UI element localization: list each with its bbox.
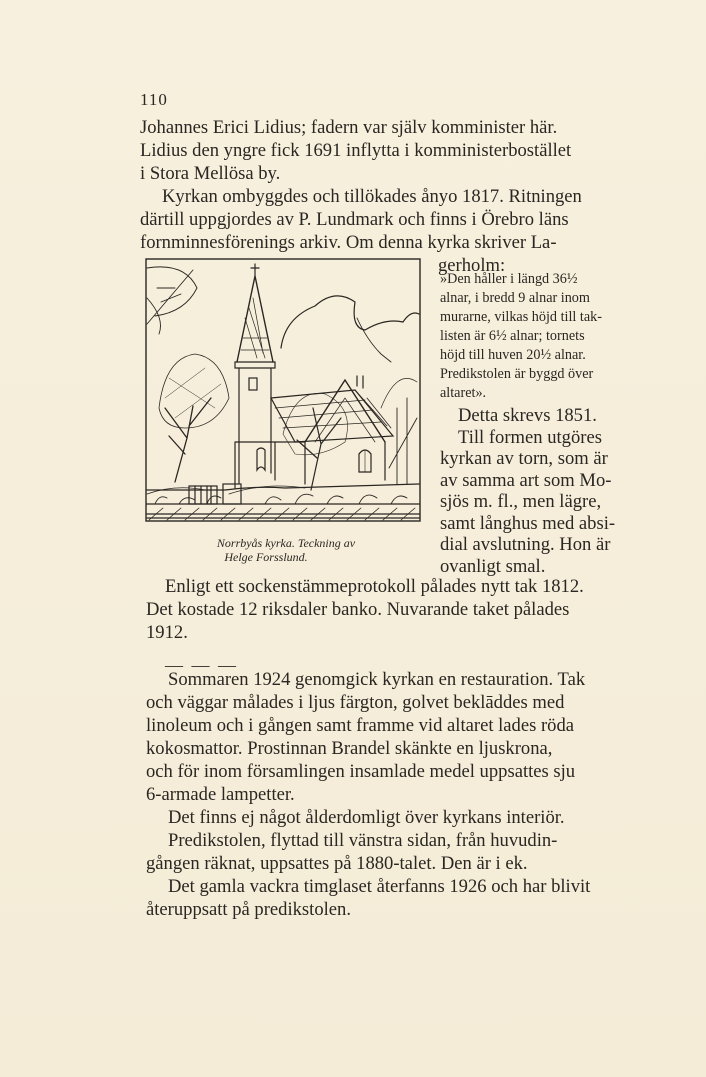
para4-line-1: Sommaren 1924 genomgick kyrkan en restauration. Tak xyxy=(168,669,586,690)
para4-line-6: 6-armade lampetter. xyxy=(146,784,295,805)
quote-line-7: altaret». xyxy=(440,385,487,401)
page-number: 110 xyxy=(140,90,168,109)
quote-line-2: alnar, i bredd 9 alnar inom xyxy=(440,290,590,306)
side-line-6: samt långhus med absi- xyxy=(440,513,616,534)
quote-line-5: höjd till huven 20½ alnar. xyxy=(440,347,586,363)
para5-line-1: Det finns ej något ålderdomligt över kyrkans interiör. xyxy=(168,807,565,828)
para1-line-1: Johannes Erici Lidius; fadern var själv komminister här. xyxy=(140,117,558,138)
gerholm-line: gerholm: xyxy=(438,255,506,276)
para4-line-5: och för inom församlingen insamlade medel uppsattes sju xyxy=(146,761,576,782)
para5-line-5: återuppsatt på predikstolen. xyxy=(146,899,351,920)
para3-line-2: Det kostade 12 riksdaler banko. Nuvarande taket pålades xyxy=(146,599,570,620)
para2-line-3: fornminnesförenings arkiv. Om denna kyrka skriver La- xyxy=(140,232,557,253)
side-line-5: sjös m. fl., men lägre, xyxy=(440,491,602,512)
caption-line-1: Norrbyås kyrka. Teckning av xyxy=(216,536,356,550)
side-line-7: dial avslutning. Hon är xyxy=(440,534,611,555)
side-line-3: kyrkan av torn, som är xyxy=(440,448,608,469)
caption-line-2: Helge Forsslund. xyxy=(224,550,308,564)
side-line-4: av samma art som Mo- xyxy=(440,470,612,491)
para2-line-1: Kyrkan ombyggdes och tillökades ånyo 1817. Ritningen xyxy=(162,186,582,207)
para3-line-1: Enligt ett sockenstämmeprotokoll pålades nytt tak 1812. xyxy=(165,576,584,597)
para4-line-3: linoleum och i gången samt framme vid altaret lades röda xyxy=(146,715,575,736)
para4-line-4: kokosmattor. Prostinnan Brandel skänkte en ljuskrona, xyxy=(146,738,553,759)
quote-line-6: Predikstolen är byggd över xyxy=(440,366,594,382)
para5-line-4: Det gamla vackra timglaset återfanns 1926 och har blivit xyxy=(168,876,591,897)
side-line-8: ovanligt smal. xyxy=(440,556,546,577)
para3-line-3: 1912. xyxy=(146,622,188,643)
para5-line-3: gången räknat, uppsattes på 1880-talet. Den är i ek. xyxy=(146,853,528,874)
section-separator: — — — xyxy=(165,655,238,675)
para1-line-3: i Stora Mellösa by. xyxy=(140,163,281,184)
side-line-1: Detta skrevs 1851. xyxy=(458,405,597,426)
para2-line-2: därtill uppgjordes av P. Lundmark och finns i Örebro läns xyxy=(140,209,569,230)
para4-line-2: och väggar målades i ljus färgton, golvet beklāddes med xyxy=(146,692,565,713)
quote-line-1: »Den håller i längd 36½ xyxy=(440,271,578,287)
quote-line-4: listen är 6½ alnar; tornets xyxy=(440,328,585,344)
para5-line-2: Predikstolen, flyttad till vänstra sidan, från huvudin- xyxy=(168,830,558,851)
quote-line-3: murarne, vilkas höjd till tak- xyxy=(440,309,602,325)
para1-line-2: Lidius den yngre fick 1691 inflytta i komministerbostället xyxy=(140,140,572,161)
church-illustration xyxy=(145,258,421,524)
side-line-2: Till formen utgöres xyxy=(458,427,602,448)
